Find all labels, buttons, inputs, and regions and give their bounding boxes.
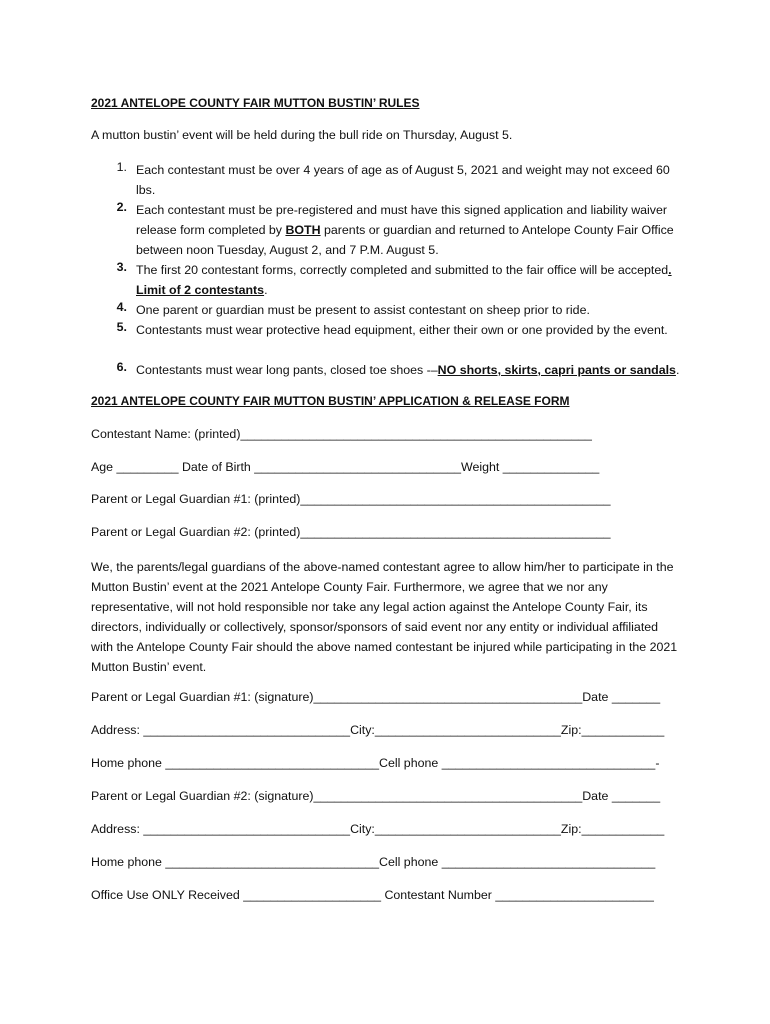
address2-field[interactable]: Address: ______________________________City:___________________________Zip:____________	[91, 822, 665, 836]
rule-number: 4.	[116, 300, 127, 314]
rule-number: 3.	[116, 260, 127, 274]
guardian1-printed-field[interactable]: Parent or Legal Guardian #1: (printed)_____________________________________________	[91, 492, 611, 506]
phone1-field[interactable]: Home phone _______________________________Cell phone _______________________________-	[91, 756, 660, 770]
intro-text: A mutton bustin’ event will be held during the bull ride on Thursday, August 5.	[91, 128, 513, 142]
rule-text: Each contestant must be over 4 years of age as of August 5, 2021 and weight may not exceed 60 lbs.	[136, 163, 670, 197]
phone2-field[interactable]: Home phone _______________________________Cell phone _______________________________	[91, 855, 656, 869]
rule-emphasis: BOTH	[285, 223, 321, 237]
rule-text	[136, 260, 681, 300]
form-heading: 2021 ANTELOPE COUNTY FAIR MUTTON BUSTIN’ APPLICATION & RELEASE FORM	[91, 394, 570, 408]
office-use-field[interactable]: Office Use ONLY Received ____________________ Contestant Number _______________________	[91, 888, 654, 902]
rule-number: 2.	[116, 200, 127, 214]
rule-emphasis: . Limit of 2 contestants	[136, 263, 672, 297]
rule-text-part: .	[264, 283, 268, 297]
rules-heading: 2021 ANTELOPE COUNTY FAIR MUTTON BUSTIN’ RULES	[91, 96, 420, 110]
rule-text-part: .	[675, 363, 680, 377]
address1-field[interactable]: Address: ______________________________City:___________________________Zip:____________	[91, 723, 665, 737]
rule-number: 5.	[116, 320, 127, 334]
release-paragraph: We, the parents/legal guardians of the above-named contestant agree to allow him/her to participate in the Mutton Bustin’ event at the 2021 Antelope County Fair. Furthermore, we agree that we nor any representative, will not hold responsible nor take any legal action against the Antelope County Fair, its directors, individually or collectively, sponsor/sponsors of said event nor any entity or individual affiliated with the Antelope County Fair should the above named contestant be injured while participating in the 2021 Mutton Bustin’ event.	[91, 560, 678, 674]
age-dob-weight-field[interactable]: Age _________ Date of Birth ______________________________Weight ______________	[91, 460, 600, 474]
guardian2-printed-field[interactable]: Parent or Legal Guardian #2: (printed)_____________________________________________	[91, 525, 611, 539]
rule-text-part: Contestants must wear long pants, closed toe shoes -–	[136, 363, 438, 377]
rule-number: 1.	[116, 160, 127, 174]
rule-text: Contestants must wear protective head equipment, either their own or one provided by the event.	[136, 323, 668, 337]
rule-text	[136, 200, 681, 260]
rule-number: 6.	[116, 360, 127, 374]
rule-text-part: parents or guardian and returned to Antelope County Fair Office between noon Tuesday, August 2, and 7 P.M. August 5.	[136, 223, 674, 257]
guardian2-signature-field[interactable]: Parent or Legal Guardian #2: (signature)_______________________________________Date _______	[91, 789, 661, 803]
rule-text-part: Each contestant must be pre-registered and must have this signed application and liability waiver release form completed by	[136, 203, 668, 237]
rule-text	[136, 360, 696, 380]
rule-emphasis: NO shorts, skirts, capri pants or sandals	[437, 363, 676, 377]
rule-text-part: The first 20 contestant forms, correctly completed and submitted to the fair office will be accepted	[136, 263, 669, 277]
contestant-name-field[interactable]: Contestant Name: (printed)___________________________________________________	[91, 427, 592, 441]
guardian1-signature-field[interactable]: Parent or Legal Guardian #1: (signature)_______________________________________Date _______	[91, 690, 661, 704]
rule-text: One parent or guardian must be present to assist contestant on sheep prior to ride.	[136, 303, 590, 317]
